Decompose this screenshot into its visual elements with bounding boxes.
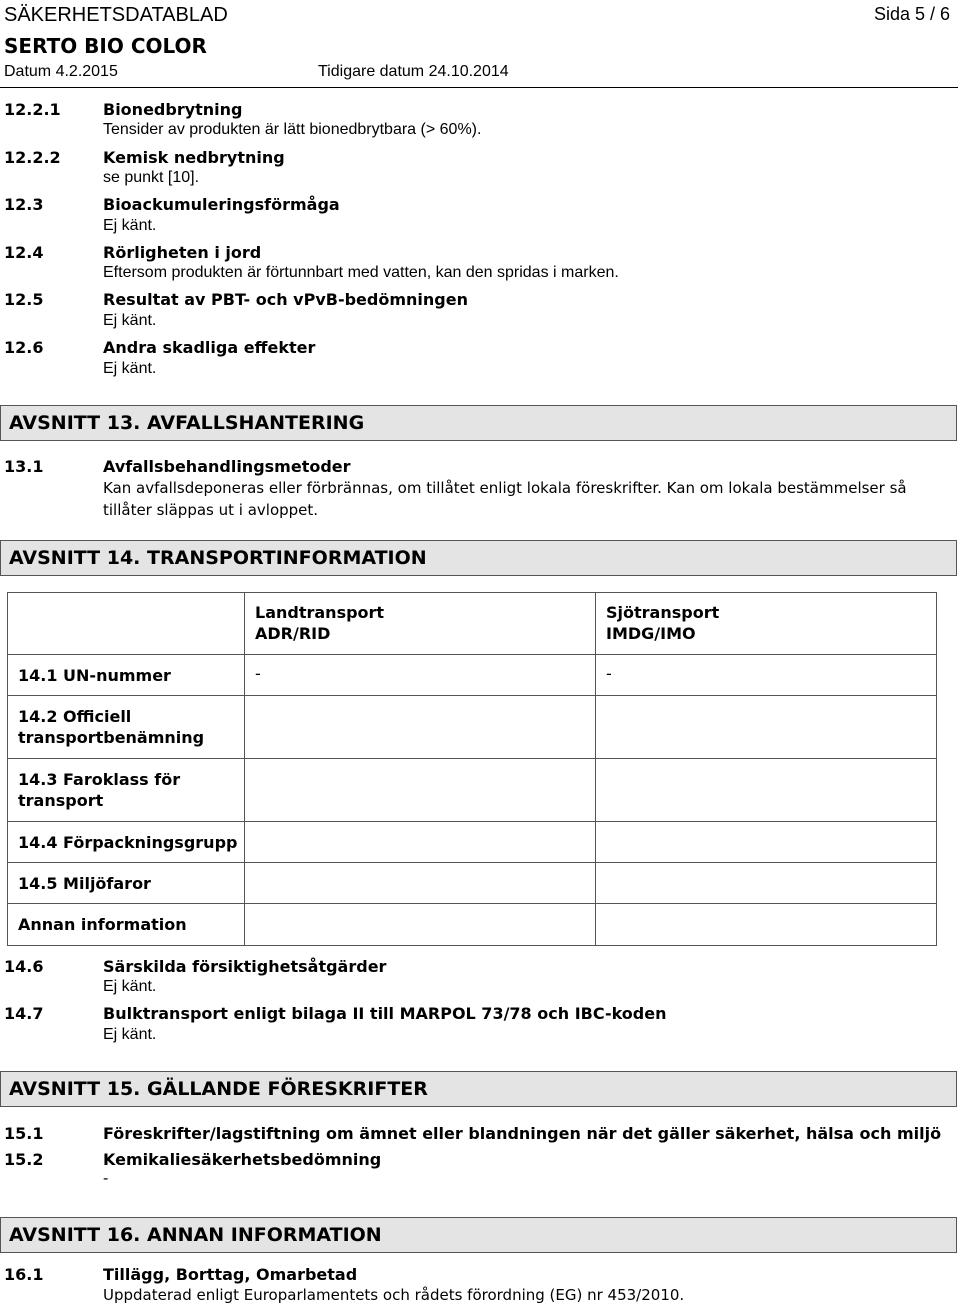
item-heading: Avfallsbehandlingsmetoder [103,457,351,476]
section-14-banner [0,540,957,576]
cell-land [245,904,596,946]
page-indicator: Sida 5 / 6 [873,4,950,24]
item-heading: Kemisk nedbrytning [103,148,285,167]
item-number: 12.5 [4,290,44,309]
section-13-banner [0,405,957,441]
row-label: 14.3 Faroklass för transport [8,759,245,822]
section-16-banner [0,1217,957,1253]
column-header-line: ADR/RID [255,624,331,643]
row-label: 14.4 Förpackningsgrupp [8,822,245,863]
item-text: Ej känt. [103,978,157,995]
table-row [8,904,937,946]
item-text: - [103,1170,109,1187]
previous-date: Tidigare datum 24.10.2014 [318,63,509,80]
cell-land [245,696,596,759]
cell-sea [596,696,937,759]
table-header-row [8,593,937,655]
item-text: Ej känt. [103,312,157,329]
transport-table [7,592,937,946]
item-number: 15.2 [4,1150,44,1169]
item-text: Ej känt. [103,1026,157,1043]
item-heading: Särskilda försiktighetsåtgärder [103,957,387,976]
item-text: Tensider av produkten är lätt bionedbrytbara (> 60%). [103,121,482,138]
product-name: SERTO BIO COLOR [4,34,207,58]
item-text: Eftersom produkten är förtunnbart med vatten, kan den spridas i marken. [103,264,619,281]
item-text: Uppdaterad enligt Europarlamentets och rådets förordning (EG) nr 453/2010. [103,1286,685,1304]
column-header-line: IMDG/IMO [606,624,696,643]
item-text: se punkt [10]. [103,169,200,186]
section-14-title: AVSNITT 14. TRANSPORTINFORMATION [9,547,427,569]
item-number: 15.1 [4,1124,44,1143]
item-heading: Bionedbrytning [103,100,243,119]
item-heading: Resultat av PBT- och vPvB-bedömningen [103,290,468,309]
section-13-title: AVSNITT 13. AVFALLSHANTERING [9,412,365,434]
table-row [8,696,937,759]
item-text: Ej känt. [103,217,157,234]
section-16-title: AVSNITT 16. ANNAN INFORMATION [9,1224,382,1246]
item-heading: Andra skadliga effekter [103,338,316,357]
column-header-sea [596,593,937,655]
item-number: 12.2.1 [4,100,61,119]
column-header-land [245,593,596,655]
cell-land [245,822,596,863]
row-label: 14.1 UN-nummer [8,655,245,696]
section-15-banner [0,1071,957,1107]
cell-sea [596,759,937,822]
item-number: 12.4 [4,243,44,262]
table-row [8,863,937,904]
table-row [8,822,937,863]
cell-sea [596,904,937,946]
item-heading: Kemikaliesäkerhetsbedömning [103,1150,382,1169]
cell-sea [596,863,937,904]
table-corner-cell [8,593,245,655]
item-number: 14.6 [4,957,44,976]
item-heading: Tillägg, Borttag, Omarbetad [103,1265,358,1284]
item-text: Ej känt. [103,360,157,377]
item-text: tillåter släppas ut i avloppet. [103,501,319,519]
item-heading: Rörligheten i jord [103,243,262,262]
item-heading: Bioackumuleringsförmåga [103,195,340,214]
item-text: Kan avfallsdeponeras eller förbrännas, om tillåtet enligt lokala föreskrifter. Kan om lokala bestämmelser så [103,479,907,497]
cell-sea [596,822,937,863]
row-label: 14.2 Officiell transportbenämning [8,696,245,759]
cell-land [245,863,596,904]
row-label: 14.5 Miljöfaror [8,863,245,904]
item-number: 12.6 [4,338,44,357]
column-header-line: Sjötransport [606,603,720,622]
item-number: 12.2.2 [4,148,61,167]
section-15-title: AVSNITT 15. GÄLLANDE FÖRESKRIFTER [9,1078,428,1100]
document-date: Datum 4.2.2015 [4,63,118,80]
column-header-line: Landtransport [255,603,385,622]
item-heading: Bulktransport enligt bilaga II till MARPOL 73/78 och IBC-koden [103,1004,667,1023]
header-divider [0,87,958,88]
row-label: Annan information [8,904,245,946]
cell-land [245,759,596,822]
cell-sea: - [596,655,937,696]
item-number: 13.1 [4,457,44,476]
table-row [8,655,937,696]
item-number: 12.3 [4,195,44,214]
table-row [8,759,937,822]
item-heading: Föreskrifter/lagstiftning om ämnet eller blandningen när det gäller säkerhet, hälsa och miljö [103,1124,942,1143]
document-title: SÄKERHETSDATABLAD [4,4,228,26]
cell-land: - [245,655,596,696]
item-number: 16.1 [4,1265,44,1284]
item-number: 14.7 [4,1004,44,1023]
